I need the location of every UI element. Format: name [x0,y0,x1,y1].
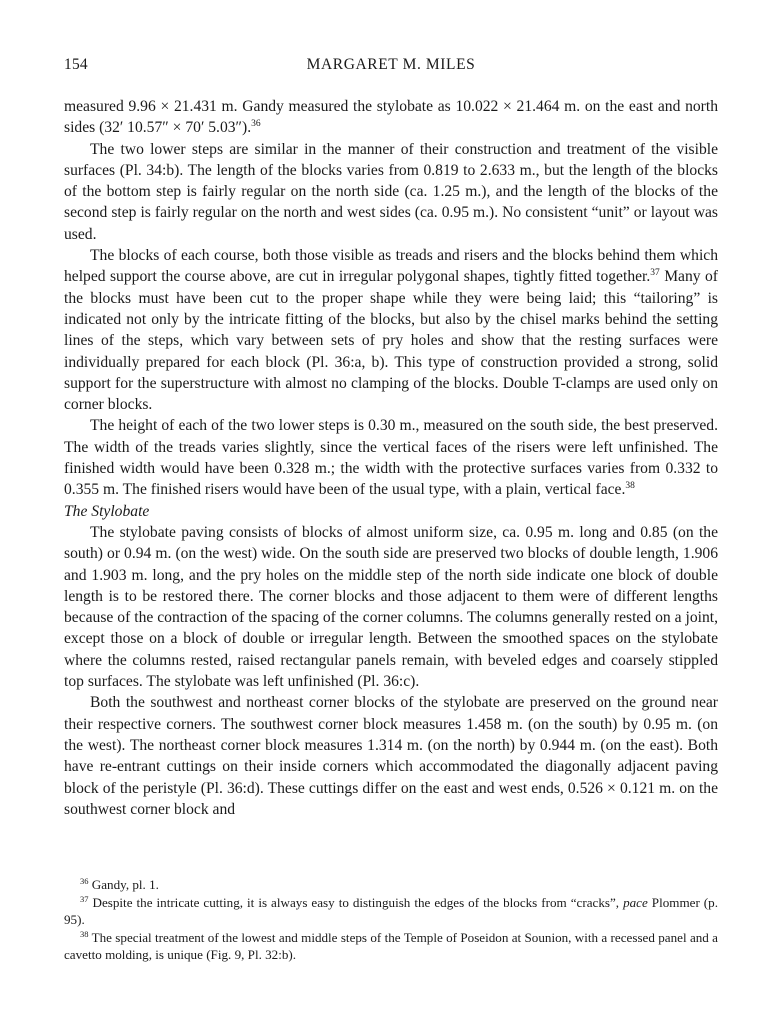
page-header [64,56,718,78]
footnotes [64,876,718,964]
running-head-author: MARGARET M. MILES [306,56,476,73]
footnote-ref-36: 36 [251,119,261,130]
paragraph-continued: measured 9.96 × 21.431 m. Gandy measured the stylobate as 10.022 × 21.464 m. on the east and north sides (32′ 10.57″ × 70′ 5.03″).$^{36}$ [64,98,718,137]
page-number: 154 [64,56,88,73]
footnote-ref-37: 37 [650,268,660,279]
main-text [64,96,718,820]
footnote-ref-38: 38 [625,481,635,492]
footnote-36: $^{36}$ Gandy, pl. 1. [80,876,159,892]
paragraph-block-courses: The blocks of each course, both those visible as treads and risers and the blocks behind them which helped support the course above, are cut in irregular polygonal shapes, tightly fitted together.$^{37}$ Many of the blocks must have been cut to the proper shape while they were being laid; this “tailoring” is indicated not only by the intricate fitting of the blocks, but also by the chisel marks behind the setting lines of the steps, which vary between sets of pry holes and show that the resting surfaces were individually prepared for each block (Pl. 36:a, b). This type of construction provided a strong, solid support for the superstructure with almost no clamping of the blocks. Double T-clamps are used only on corner blocks. [64,247,718,414]
section-heading: The Stylobate [64,502,150,520]
paragraph-step-height: The height of each of the two lower steps is 0.30 m., measured on the south side, the best preserved. The width of the treads varies slightly, since the vertical faces of the risers were left unfinished. The finished width would have been 0.328 m.; the width with the protective surfaces varies from 0.332 to 0.355 m. The finished risers would have been of the usual type, with a plain, vertical face.$^{38}$ [64,417,718,499]
paragraph-stylobate-paving: The stylobate paving consists of blocks of almost uniform size, ca. 0.95 m. long and 0.85 (on the south) or 0.94 m. (on the west) wide. On the south side are preserved two blocks of double length, 1.906 and 1.903 m. long, and the pry holes on the middle step of the north side indicate one block of double length is to be restored there. The corner blocks and those adjacent to them were of different lengths because of the contraction of the spacing of the corner columns. The columns generally rested on a joint, except those on a block of double or irregular length. Between the smoothed spaces on the stylobate where the columns rested, raised rectangular panels remain, with beveled edges and coarsely stippled top surfaces. The stylobate was left unfinished (Pl. 36:c). [64,523,718,691]
footnote-38: $^{38}$ The special treatment of the lowest and middle steps of the Temple of Poseidon at Sounion, with a recessed panel and a cavetto molding, is unique (Fig. 9, Pl. 32:b). [64,928,718,963]
footnote-37: $^{37}$ Despite the intricate cutting, it is always easy to distinguish the edges of the blocks from “cracks”, pace Plommer (p. 95). [64,893,718,928]
paragraph-corner-blocks: Both the southwest and northeast corner blocks of the stylobate are preserved on the ground near their respective corners. The southwest corner block measures 1.458 m. (on the south) by 0.95 m. (on the west). The northeast corner block measures 1.314 m. (on the north) by 0.944 m. (on the east). Both have re-entrant cuttings on their inside corners which accommodated the diagonally adjacent paving block of the peristyle (Pl. 36:d). These cuttings differ on the east and west ends, 0.526 × 0.121 m. on the southwest corner block and [64,694,718,818]
paragraph-lower-steps: The two lower steps are similar in the manner of their construction and treatment of the visible surfaces (Pl. 34:b). The length of the blocks varies from 0.819 to 2.633 m., but the length of the blocks of the bottom step is fairly regular on the north side (ca. 1.25 m.), and the length of the blocks of the second step is fairly regular on the north and west sides (ca. 0.95 m.). No consistent “unit” or layout was used. [64,140,718,243]
